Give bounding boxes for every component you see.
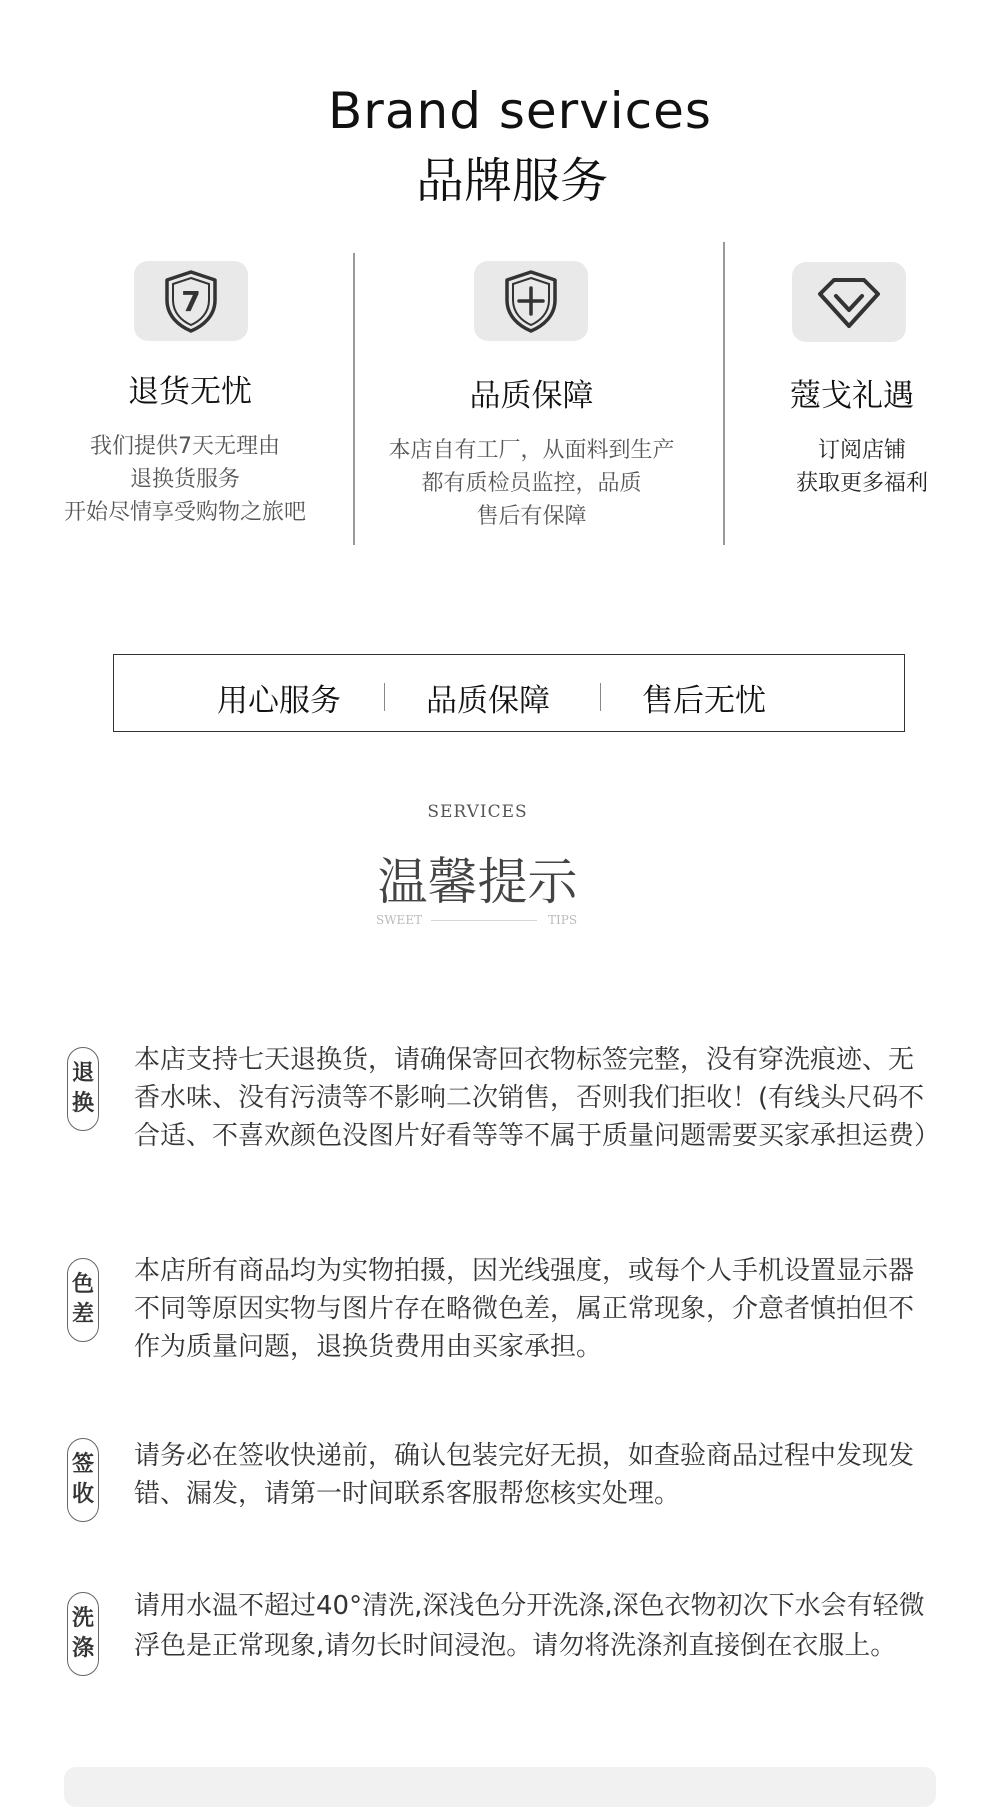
feature-title-gift: 蔻戈礼遇 — [790, 378, 914, 414]
feature-desc-return — [20, 430, 350, 529]
feature-desc-line: 退换货服务 — [129, 467, 240, 492]
feature-desc-line: 售后有保障 — [476, 504, 587, 529]
services-sub-divider — [431, 920, 537, 921]
page-title-en: Brand services — [328, 82, 712, 140]
services-sub-left: SWEET — [376, 913, 423, 927]
service-banner-item: 用心服务 — [217, 683, 341, 719]
shield-plus-icon — [474, 261, 588, 341]
tip-tag-color — [67, 1258, 99, 1342]
column-divider — [723, 242, 725, 545]
tip-tag-char: 色 — [71, 1272, 94, 1297]
service-banner-item: 售后无忧 — [642, 683, 766, 719]
feature-desc-gift — [742, 434, 982, 500]
feature-title-quality: 品质保障 — [469, 378, 594, 414]
feature-desc-line: 我们提供7天无理由 — [90, 434, 280, 459]
shield-7-icon — [134, 261, 248, 341]
service-banner — [113, 654, 905, 732]
feature-desc-line: 都有质检员监控，品质 — [421, 471, 642, 496]
feature-desc-line: 开始尽情享受购物之旅吧 — [63, 500, 306, 525]
tip-tag-return — [67, 1047, 99, 1131]
feature-desc-line: 订阅店铺 — [817, 438, 906, 463]
svg-text:7: 7 — [181, 285, 201, 318]
tip-text-color: 本店所有商品均为实物拍摄，因光线强度，或每个人手机设置显示器不同等原因实物与图片存在略微色差，属正常现象，介意者慎拍但不作为质量问题，退换货费用由买家承担。 — [134, 1256, 915, 1362]
page-title-cn: 品牌服务 — [415, 153, 608, 209]
bottom-panel — [64, 1767, 936, 1807]
tip-tag-char: 签 — [71, 1452, 94, 1477]
services-heading-en: SERVICES — [427, 802, 528, 822]
tip-tag-char: 洗 — [71, 1606, 94, 1631]
feature-desc-quality — [360, 434, 703, 533]
column-divider — [353, 253, 355, 545]
tip-tag-wash — [67, 1592, 99, 1676]
diamond-icon — [792, 262, 906, 342]
tip-text-receive: 请务必在签收快递前，确认包装完好无损，如查验商品过程中发现发错、漏发，请第一时间联系客服帮您核实处理。 — [134, 1441, 915, 1509]
services-sub-right: TIPS — [548, 913, 578, 927]
feature-desc-line: 本店自有工厂，从面料到生产 — [388, 438, 675, 463]
tip-tag-char: 退 — [71, 1061, 94, 1086]
tip-tag-receive — [67, 1438, 99, 1522]
tip-tag-char: 换 — [71, 1091, 94, 1116]
service-banner-separator — [600, 683, 601, 711]
services-heading-cn: 温馨提示 — [377, 853, 578, 911]
tip-tag-char: 差 — [71, 1302, 94, 1327]
tip-text-wash: 请用水温不超过40°清洗,深浅色分开洗涤,深色衣物初次下水会有轻微浮色是正常现象,请勿长时间浸泡。请勿将洗涤剂直接倒在衣服上。 — [134, 1591, 925, 1661]
tip-tag-char: 收 — [71, 1482, 94, 1507]
feature-title-return: 退货无忧 — [128, 374, 252, 410]
service-banner-item: 品质保障 — [426, 683, 550, 719]
service-banner-separator — [384, 683, 385, 711]
tip-tag-char: 涤 — [71, 1636, 94, 1661]
tip-text-return: 本店支持七天退换货，请确保寄回衣物标签完整，没有穿洗痕迹、无香水味、没有污渍等不影响二次销售，否则我们拒收！(有线头尺码不合适、不喜欢颜色没图片好看等等不属于质量问题需要买家承担运费） — [134, 1045, 941, 1151]
feature-desc-line: 获取更多福利 — [795, 471, 928, 496]
